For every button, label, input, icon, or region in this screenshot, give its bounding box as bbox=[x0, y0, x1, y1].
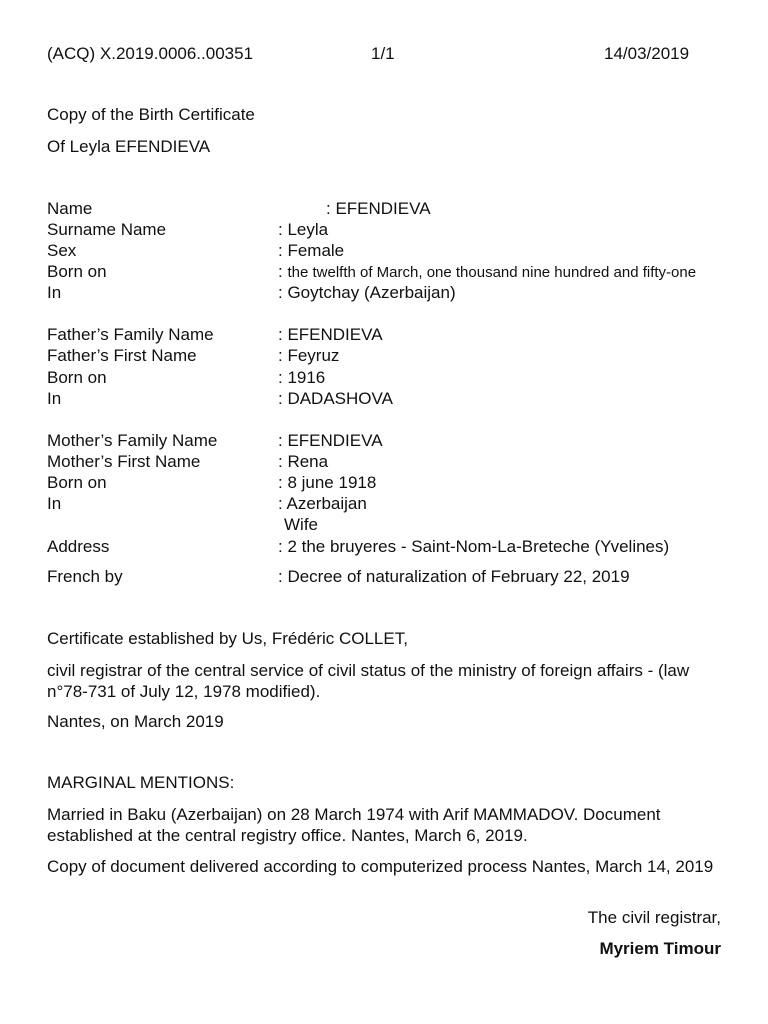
birthplace-value: : Goytchay (Azerbaijan) bbox=[278, 283, 456, 302]
mother-in-value: : Azerbaijan bbox=[278, 494, 367, 513]
born-on-text: the twelfth of March, one thousand nine hundred and fifty-one bbox=[287, 264, 697, 281]
born-on-colon: : bbox=[278, 262, 283, 281]
born-on-label: Born on bbox=[47, 262, 107, 281]
name-label: Name bbox=[47, 199, 93, 218]
document-subtitle: Of Leyla EFENDIEVA bbox=[47, 137, 211, 156]
father-first-label: Father’s First Name bbox=[47, 346, 197, 365]
document-date: 14/03/2019 bbox=[604, 44, 690, 63]
mother-status-value: Wife bbox=[284, 515, 318, 534]
surname-value: : Leyla bbox=[278, 220, 329, 239]
birthplace-label: In bbox=[47, 283, 62, 302]
mother-first-label: Mother’s First Name bbox=[47, 452, 201, 471]
mother-first-value: : Rena bbox=[278, 452, 329, 471]
document-title: Copy of the Birth Certificate bbox=[47, 105, 255, 124]
page-number: 1/1 bbox=[371, 44, 395, 63]
father-family-label: Father’s Family Name bbox=[47, 325, 214, 344]
name-value: : EFENDIEVA bbox=[326, 199, 431, 218]
father-born-label: Born on bbox=[47, 368, 107, 387]
french-by-value: : Decree of naturalization of February 22, 2019 bbox=[278, 567, 630, 586]
mother-family-label: Mother’s Family Name bbox=[47, 431, 218, 450]
father-family-value: : EFENDIEVA bbox=[278, 325, 383, 344]
french-by-label: French by bbox=[47, 567, 123, 586]
mother-family-value: : EFENDIEVA bbox=[278, 431, 383, 450]
father-first-value: : Feyruz bbox=[278, 346, 340, 365]
sex-label: Sex bbox=[47, 241, 77, 260]
certificate-established: Certificate established by Us, Frédéric COLLET, bbox=[47, 629, 408, 648]
father-in-label: In bbox=[47, 389, 62, 408]
marriage-mention: Married in Baku (Azerbaijan) on 28 March 1974 with Arif MAMMADOV. Document established at the central registry office. Nantes, March 6, 2019. bbox=[47, 805, 661, 845]
father-in-value: : DADASHOVA bbox=[278, 389, 393, 408]
registrar-description: civil registrar of the central service of civil status of the ministry of foreign affairs - (law n°78-731 of July 12, 1978 modified). bbox=[47, 661, 690, 701]
registrar-role: The civil registrar, bbox=[587, 908, 721, 927]
copy-mention: Copy of document delivered according to computerized process Nantes, March 14, 2019 bbox=[47, 857, 714, 876]
reference-number: (ACQ) X.2019.0006..00351 bbox=[47, 44, 254, 63]
born-on-value bbox=[278, 261, 696, 283]
mother-born-value: : 8 june 1918 bbox=[278, 473, 377, 492]
mother-born-label: Born on bbox=[47, 473, 107, 492]
father-born-value: : 1916 bbox=[278, 368, 326, 387]
mother-in-label: In bbox=[47, 494, 62, 513]
address-value: : 2 the bruyeres - Saint-Nom-La-Breteche (Yvelines) bbox=[278, 537, 670, 556]
marginal-mentions-heading: MARGINAL MENTIONS: bbox=[47, 773, 235, 792]
address-label: Address bbox=[47, 537, 110, 556]
registrar-name: Myriem Timour bbox=[599, 939, 721, 958]
surname-label: Surname Name bbox=[47, 220, 167, 239]
sex-value: : Female bbox=[278, 241, 345, 260]
place-and-date: Nantes, on March 2019 bbox=[47, 712, 224, 731]
